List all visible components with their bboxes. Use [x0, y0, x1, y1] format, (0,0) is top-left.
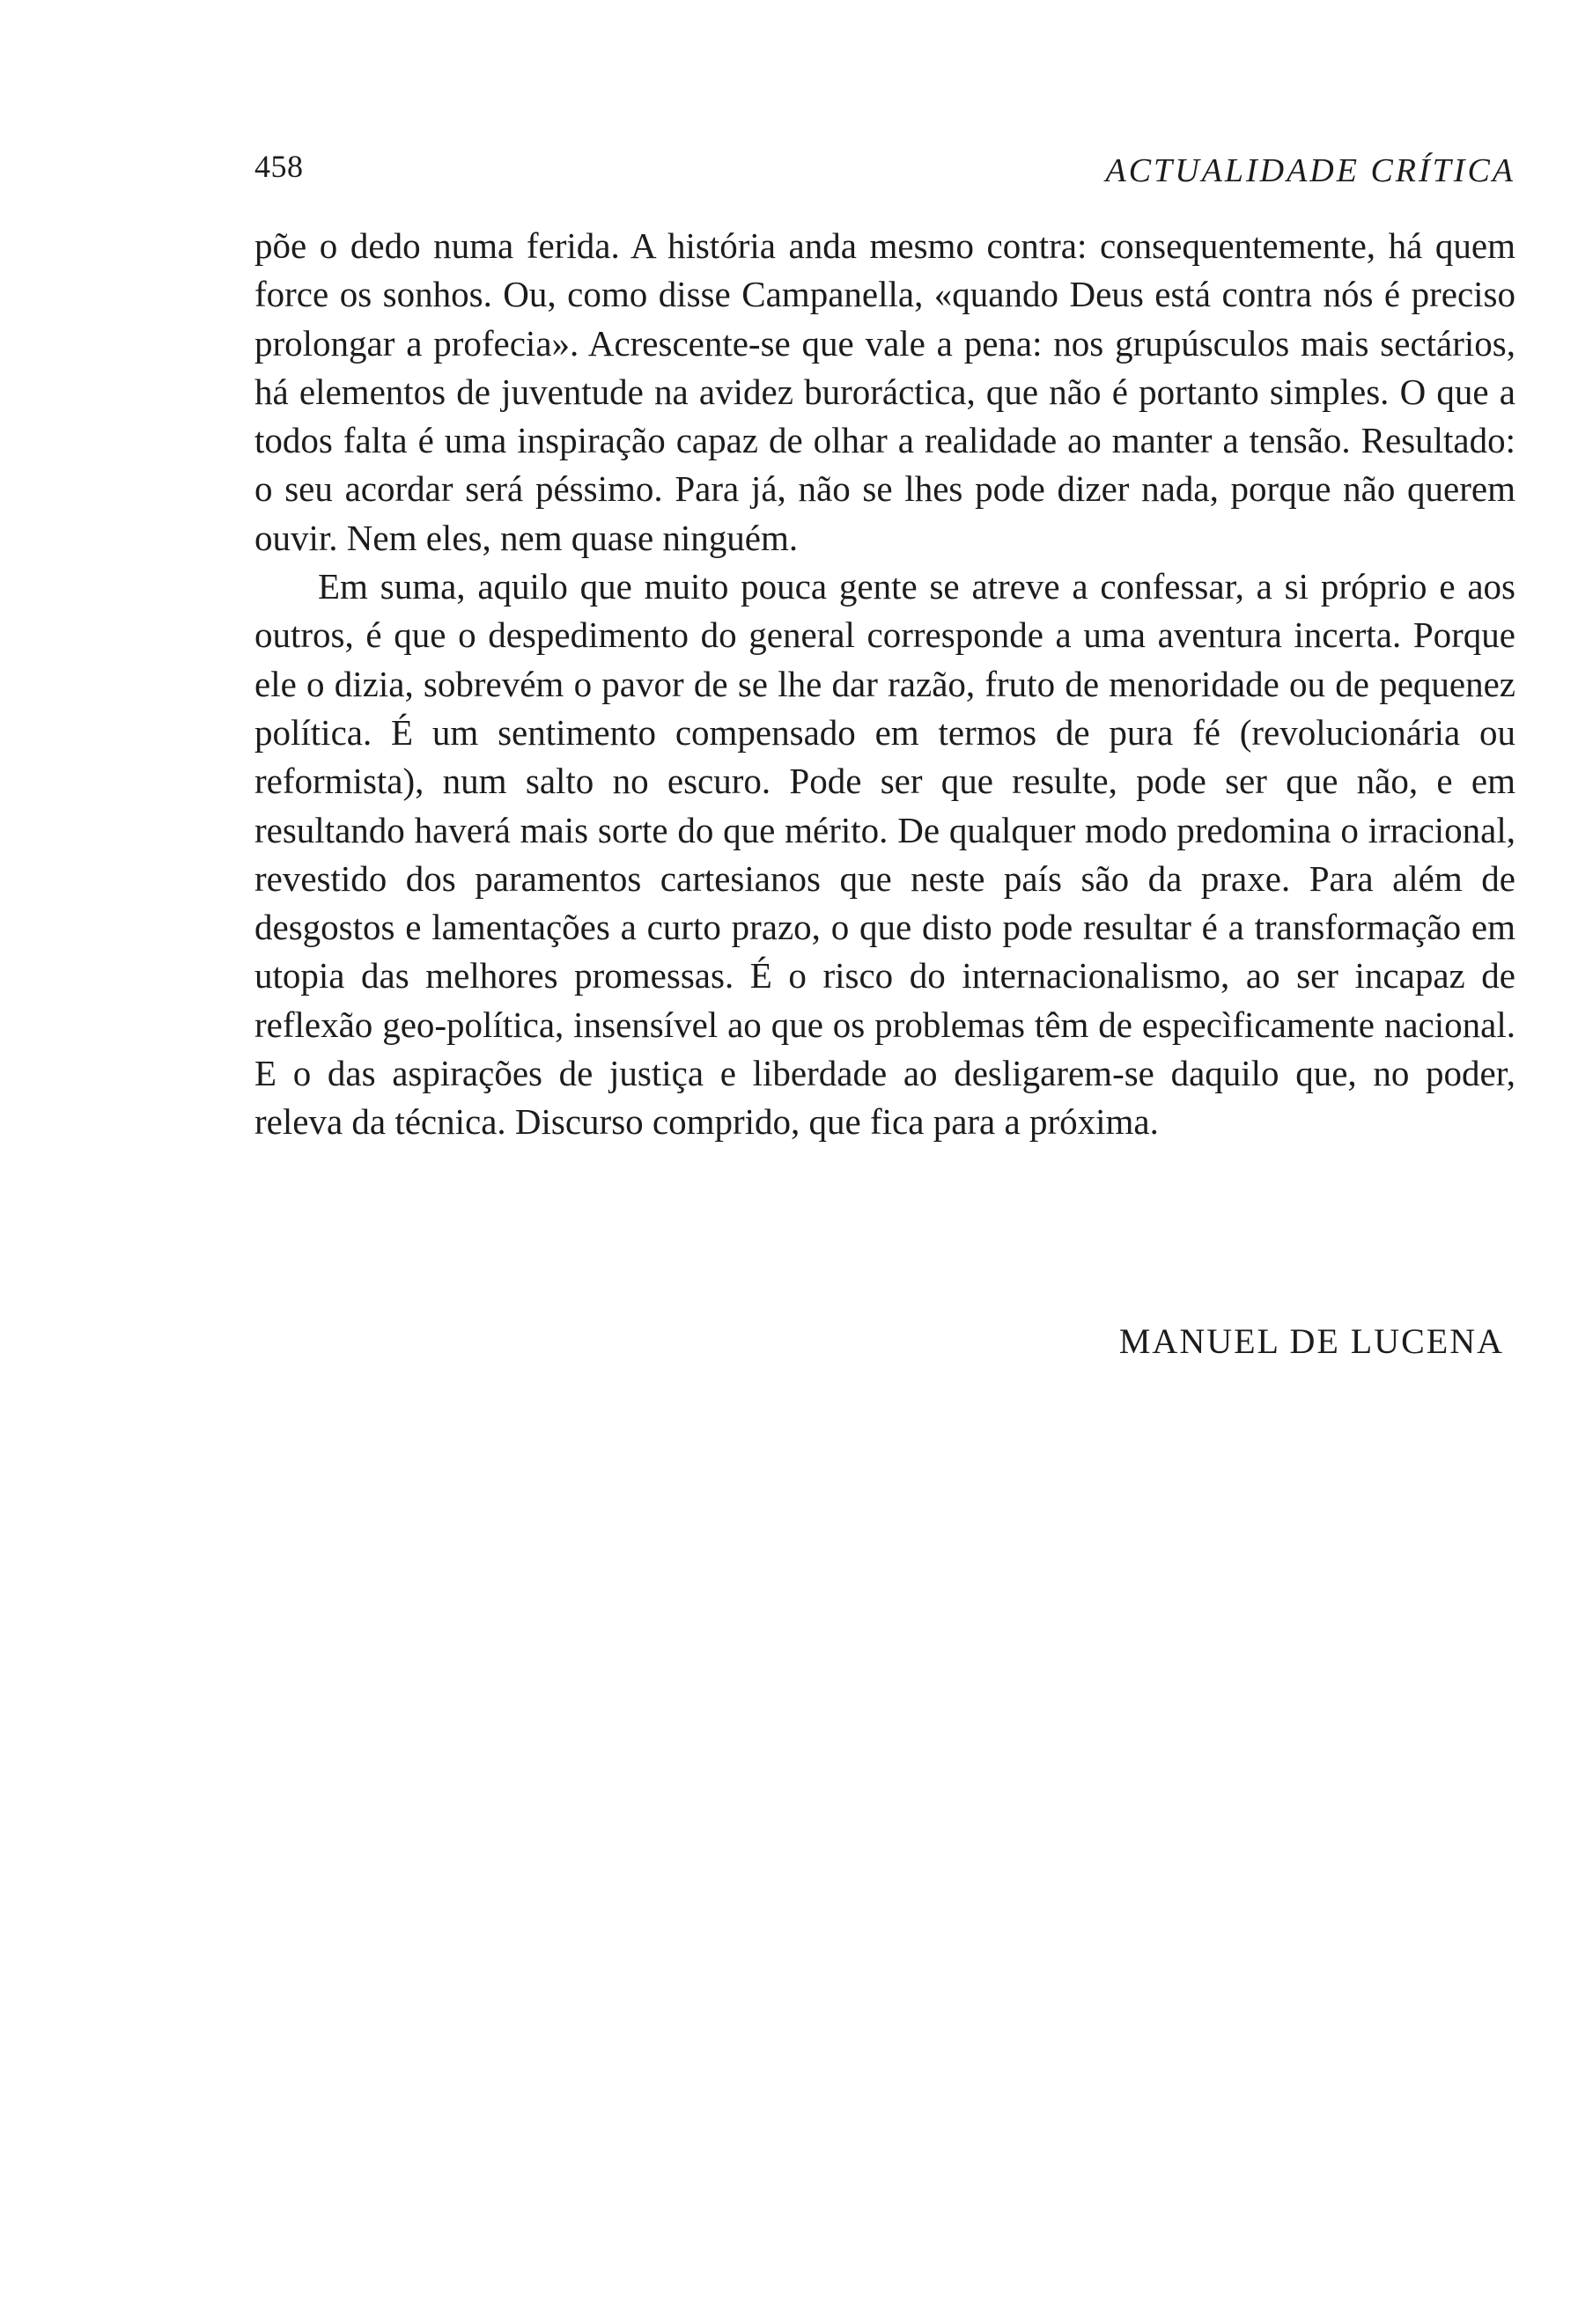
running-head: ACTUALIDADE CRÍTICA — [1105, 152, 1515, 189]
article-body — [254, 222, 1515, 1147]
page-header — [254, 141, 1515, 194]
page-number: 458 — [254, 149, 304, 184]
paragraph-1: põe o dedo numa ferida. A história anda mesmo contra: consequentemente, há quem force os sonhos. Ou, como disse Campanella, «quando Deus está contra nós é preciso prolongar a profecia». Acrescente-se que vale a pena: nos grupúsculos mais sectários, há elementos de juventude na avidez buroráctica, que não é portanto simples. O que a todos falta é uma inspiração capaz de olhar a realidade ao manter a tensão. Resultado: o seu acordar será péssimo. Para já, não se lhes pode dizer nada, porque não querem ouvir. Nem eles, nem quase ninguém. — [254, 225, 1515, 558]
author-signature: MANUEL DE LUCENA — [1118, 1321, 1504, 1361]
paragraph-2: Em suma, aquilo que muito pouca gente se atreve a confessar, a si próprio e aos outros, é que o despedimento do general corresponde a uma aventura incerta. Porque ele o dizia, sobrevém o pavor de se lhe dar razão, fruto de menoridade ou de pequenez política. É um sentimento compensado em termos de pura fé (revolucionária ou reformista), num salto no escuro. Pode ser que resulte, pode ser que não, e em resultando haverá mais sorte do que mérito. De qualquer modo predomina o irracional, revestido dos paramentos cartesianos que neste país são da praxe. Para além de desgostos e lamentações a curto prazo, o que disto pode resultar é a transformação em utopia das melhores promessas. É o risco do internacionalismo, ao ser incapaz de reflexão geo-política, insensível ao que os problemas têm de especìficamente nacional. E o das aspirações de justiça e liberdade ao desligarem-se daquilo que, no poder, releva da técnica. Discurso comprido, que fica para a próxima. — [254, 566, 1515, 1143]
